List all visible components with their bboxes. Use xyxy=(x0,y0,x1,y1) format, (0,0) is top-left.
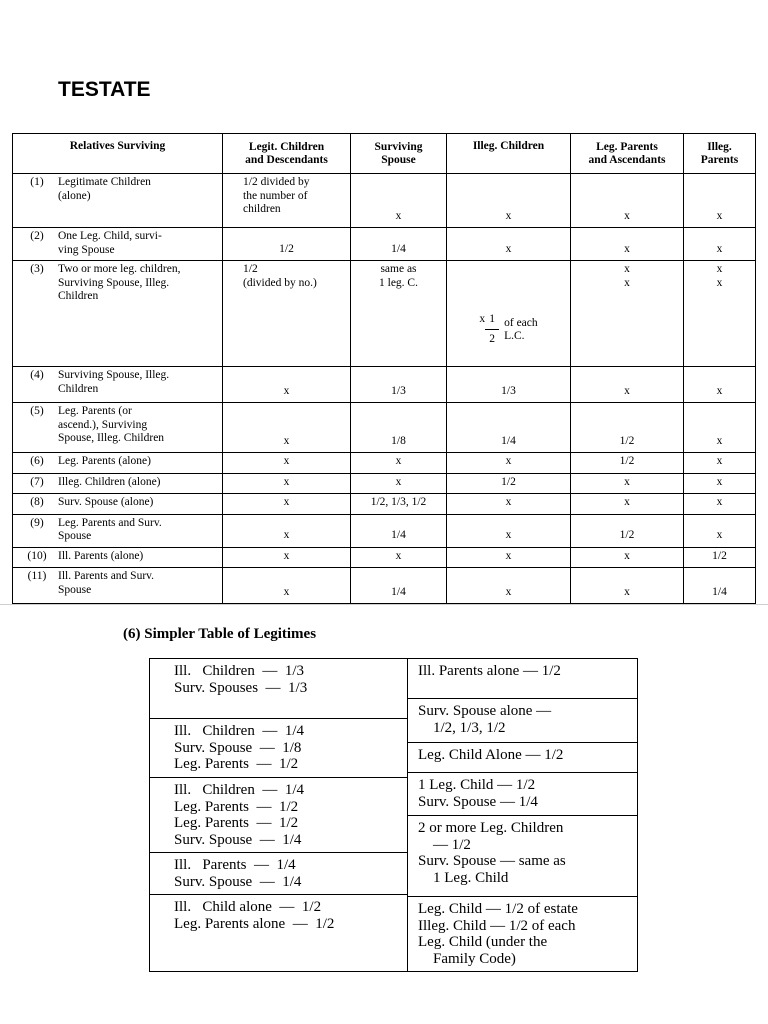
fraction-stack xyxy=(485,313,499,346)
fraction-bar xyxy=(485,329,499,330)
illeg-children-cell xyxy=(447,453,571,474)
relatives-line: (alone) xyxy=(58,189,91,202)
illeg-parents-cell-value: x xyxy=(716,384,723,397)
fraction-label-line: L.C. xyxy=(504,329,525,342)
table-row xyxy=(13,228,756,261)
table-row xyxy=(13,568,756,604)
illeg-parents-cell xyxy=(684,174,756,228)
legit-children-cell-value: 1/2 xyxy=(279,242,294,255)
illeg-parents-cell xyxy=(684,367,756,403)
legit-children-cell-value: x xyxy=(283,529,290,541)
surviving-spouse-cell-value: x xyxy=(395,549,402,562)
relatives-line: Two or more leg. children, xyxy=(58,263,181,275)
surviving-spouse-cell-value: 1/4 xyxy=(391,242,406,255)
leg-parents-cell xyxy=(571,261,684,367)
surviving-spouse-cell xyxy=(351,228,447,261)
illeg-parents-cell-value: x xyxy=(716,434,723,447)
relatives-wrap xyxy=(16,263,219,304)
row-number: (4) xyxy=(30,369,44,381)
header-label: and Descendants xyxy=(245,153,328,166)
leg-parents-cell-value: x xyxy=(624,209,630,222)
illeg-parents-cell xyxy=(684,547,756,568)
header-relatives-surviving xyxy=(13,134,223,174)
legit-children-cell-line: 1/2 xyxy=(243,263,258,275)
relatives-cell xyxy=(13,473,223,494)
relatives-text xyxy=(58,369,219,396)
relatives-text xyxy=(58,496,219,510)
header-label: and Ascendants xyxy=(588,153,666,166)
leg-parents-cell-line: x xyxy=(624,263,630,275)
legit-children-cell xyxy=(223,494,351,515)
leg-parents-cell xyxy=(571,568,684,604)
illeg-children-cell xyxy=(447,514,571,547)
fraction-denominator: 2 xyxy=(489,333,495,345)
surviving-spouse-cell xyxy=(351,174,447,228)
leg-parents-cell xyxy=(571,514,684,547)
relatives-line: Spouse xyxy=(58,530,92,542)
illeg-parents-cell-value: 1/2 xyxy=(712,549,727,562)
surviving-spouse-cell xyxy=(351,473,447,494)
row-number: (2) xyxy=(30,230,44,242)
legit-children-cell-line: (divided by no.) xyxy=(243,276,317,289)
header-label: Relatives Surviving xyxy=(69,140,166,152)
legit-children-cell xyxy=(223,174,351,228)
surviving-spouse-cell-value: 1/4 xyxy=(391,529,406,541)
relatives-line: One Leg. Child, survi- xyxy=(58,230,162,242)
legit-children-cell-value: x xyxy=(283,455,290,467)
surviving-spouse-cell xyxy=(351,514,447,547)
fraction-label-line: of each xyxy=(504,316,538,329)
legit-children-cell-value: x xyxy=(283,549,290,562)
simpler-legitimes-table xyxy=(149,658,638,972)
row-number: (8) xyxy=(30,496,44,508)
header-label: Leg. Parents xyxy=(596,140,658,153)
leg-parents-cell xyxy=(571,547,684,568)
legitime-line: Ill. Parents alone — 1/2 xyxy=(418,663,561,679)
legit-children-cell xyxy=(223,514,351,547)
right-cell xyxy=(408,773,638,816)
row-number: (3) xyxy=(30,263,44,275)
header-surviving-spouse xyxy=(351,134,447,174)
surviving-spouse-cell-value: 1/2, 1/3, 1/2 xyxy=(370,496,427,508)
illeg-parents-cell-value: x xyxy=(716,209,723,222)
legitime-line: Surv. Spouse — 1/8 xyxy=(174,739,302,756)
illeg-children-cell-value: x xyxy=(505,496,512,508)
illeg-parents-cell-value: x xyxy=(716,529,723,541)
table-row xyxy=(13,494,756,515)
surviving-spouse-cell-line: same as xyxy=(380,263,417,275)
illeg-parents-cell xyxy=(684,473,756,494)
legitime-line: Leg. Parents — 1/2 xyxy=(174,815,299,831)
legitimes-table xyxy=(12,133,756,604)
relatives-text xyxy=(58,550,219,564)
legitime-line: Family Code) xyxy=(418,950,516,967)
row-number: (11) xyxy=(27,570,47,582)
header-label: Surviving xyxy=(374,140,423,153)
legitime-line: — 1/2 xyxy=(418,836,471,853)
leg-parents-cell xyxy=(571,473,684,494)
illeg-parents-cell xyxy=(684,228,756,261)
illeg-children-cell xyxy=(447,367,571,403)
header-label: Spouse xyxy=(381,153,416,166)
relatives-cell xyxy=(13,568,223,604)
legit-children-cell-value: x xyxy=(283,384,290,397)
legitime-line: Surv. Spouse — 1/4 xyxy=(174,831,302,848)
illeg-parents-cell xyxy=(684,403,756,453)
table-row xyxy=(13,261,756,367)
leg-parents-cell xyxy=(571,403,684,453)
legit-children-cell xyxy=(223,547,351,568)
relatives-cell xyxy=(13,174,223,228)
relatives-wrap xyxy=(16,476,219,490)
left-cell xyxy=(150,778,408,853)
relatives-line: Children xyxy=(58,382,99,395)
illeg-parents-cell-line: x xyxy=(716,263,723,275)
header-illeg-children xyxy=(447,134,571,174)
relatives-text xyxy=(58,517,219,544)
surviving-spouse-cell xyxy=(351,403,447,453)
surviving-spouse-cell-value: 1/8 xyxy=(391,434,406,447)
legitime-line: 1 Leg. Child — 1/2 xyxy=(418,777,536,793)
illeg-children-cell-value: x xyxy=(505,209,512,222)
illeg-children-cell xyxy=(447,494,571,515)
relatives-line: Leg. Parents (alone) xyxy=(58,455,151,467)
relatives-line: ascend.), Surviving xyxy=(58,418,148,431)
table-row xyxy=(13,473,756,494)
surviving-spouse-cell xyxy=(351,261,447,367)
relatives-wrap xyxy=(16,570,219,597)
table-row xyxy=(13,514,756,547)
leg-parents-cell xyxy=(571,367,684,403)
relatives-wrap xyxy=(16,369,219,396)
surviving-spouse-cell-value: x xyxy=(395,209,402,222)
illeg-parents-cell-value: 1/4 xyxy=(712,585,727,598)
relatives-line: Leg. Parents (or xyxy=(58,405,132,417)
legitime-line: Surv. Spouses — 1/3 xyxy=(174,679,308,696)
leg-parents-cell xyxy=(571,174,684,228)
legit-children-cell xyxy=(223,261,351,367)
relatives-text xyxy=(58,176,219,203)
legit-children-cell-value: x xyxy=(283,434,290,447)
legitime-line: Ill. Child alone — 1/2 xyxy=(174,899,322,915)
relatives-line: Children xyxy=(58,290,99,302)
relatives-cell xyxy=(13,453,223,474)
relatives-text xyxy=(58,476,219,490)
surviving-spouse-cell xyxy=(351,547,447,568)
legitime-line: Surv. Spouse — same as xyxy=(418,853,566,869)
illeg-parents-cell-value: x xyxy=(716,496,723,508)
leg-parents-cell-value: x xyxy=(624,242,630,255)
illeg-children-cell xyxy=(447,568,571,604)
illeg-children-cell xyxy=(447,547,571,568)
section-heading: (6) Simpler Table of Legitimes xyxy=(123,626,317,642)
leg-parents-cell xyxy=(571,494,684,515)
relatives-cell xyxy=(13,403,223,453)
surviving-spouse-cell-value: 1/4 xyxy=(391,585,406,598)
leg-parents-cell xyxy=(571,453,684,474)
legitime-line: Leg. Child Alone — 1/2 xyxy=(418,747,564,763)
illeg-parents-cell-value: x xyxy=(716,455,723,467)
relatives-line: Spouse, Illeg. Children xyxy=(58,432,165,444)
illeg-children-cell-value: x xyxy=(505,585,512,598)
legit-children-cell-line: children xyxy=(243,203,281,215)
row-number: (10) xyxy=(27,549,47,562)
illeg-children-cell-value: 1/4 xyxy=(501,434,516,447)
fraction-one-half xyxy=(485,313,538,346)
illeg-children-cell xyxy=(447,261,571,367)
legitime-line: 1/2, 1/3, 1/2 xyxy=(418,719,506,736)
legit-children-cell xyxy=(223,228,351,261)
header-label: Parents xyxy=(700,153,739,166)
illeg-parents-cell-line: x xyxy=(716,276,723,289)
legit-children-cell xyxy=(223,568,351,604)
table-row xyxy=(13,403,756,453)
relatives-wrap xyxy=(16,550,219,564)
leg-parents-cell-value: 1/2 xyxy=(619,455,635,467)
row-number: (6) xyxy=(30,455,44,467)
right-cell xyxy=(408,659,638,699)
relatives-cell xyxy=(13,228,223,261)
header-label: Legit. Children xyxy=(248,140,325,153)
relatives-text xyxy=(58,263,219,304)
table-header-row xyxy=(13,134,756,174)
illeg-children-cell xyxy=(447,174,571,228)
section-divider xyxy=(0,604,768,605)
leg-parents-cell-value: 1/2 xyxy=(619,529,635,541)
illeg-children-cell-value: x xyxy=(505,455,512,467)
right-cell xyxy=(408,816,638,897)
header-label: Illeg. xyxy=(707,140,732,153)
illeg-parents-cell xyxy=(684,261,756,367)
relatives-line: Surviving Spouse, Illeg. xyxy=(58,276,170,289)
illeg-parents-cell xyxy=(684,568,756,604)
leg-parents-cell-value: 1/2 xyxy=(619,434,635,447)
table-row xyxy=(13,174,756,228)
illeg-children-cell xyxy=(447,228,571,261)
legitime-line: 2 or more Leg. Children xyxy=(418,820,564,836)
relatives-wrap xyxy=(16,230,219,257)
relatives-cell xyxy=(13,547,223,568)
relatives-line: ving Spouse xyxy=(58,243,115,256)
leg-parents-cell-value: x xyxy=(624,496,630,508)
table-row xyxy=(13,367,756,403)
leg-parents-cell-value: x xyxy=(624,384,630,397)
row-number: (1) xyxy=(30,176,44,188)
relatives-line: Surviving Spouse, Illeg. xyxy=(58,369,170,381)
legitime-line: Leg. Parents — 1/2 xyxy=(174,798,299,815)
row-number: (9) xyxy=(30,516,44,529)
legitime-line: Surv. Spouse — 1/4 xyxy=(418,793,538,810)
relatives-line: Surv. Spouse (alone) xyxy=(58,496,154,508)
relatives-wrap xyxy=(16,496,219,510)
surviving-spouse-cell xyxy=(351,367,447,403)
surviving-spouse-cell-value: x xyxy=(395,455,402,467)
illeg-children-cell-value: x xyxy=(505,529,512,541)
legitime-line: Ill. Children — 1/3 xyxy=(174,663,304,679)
table-row xyxy=(13,547,756,568)
illeg-children-cell-value: x xyxy=(505,242,512,255)
illeg-parents-cell xyxy=(684,453,756,474)
legit-children-cell-value: x xyxy=(283,475,290,488)
leg-parents-cell-value: x xyxy=(624,475,630,488)
relatives-text xyxy=(58,405,219,446)
relatives-text xyxy=(58,230,219,257)
illeg-parents-cell xyxy=(684,494,756,515)
relatives-line: Ill. Parents (alone) xyxy=(58,549,144,562)
relatives-text xyxy=(58,570,219,597)
relatives-line: Illeg. Children (alone) xyxy=(58,475,161,488)
legitime-line: Ill. Children — 1/4 xyxy=(174,723,304,739)
row-number: (7) xyxy=(30,475,44,488)
relatives-line: Ill. Parents and Surv. xyxy=(58,570,155,582)
fraction-numerator: 1 xyxy=(489,313,495,325)
legitime-line: Ill. Children — 1/4 xyxy=(174,782,304,798)
legit-children-cell-line: the number of xyxy=(243,189,308,202)
left-cell xyxy=(150,719,408,778)
header-leg-parents xyxy=(571,134,684,174)
surviving-spouse-cell-value: x xyxy=(395,475,402,488)
relatives-cell xyxy=(13,367,223,403)
illeg-children-cell-value: 1/2 xyxy=(501,475,516,488)
surviving-spouse-cell xyxy=(351,568,447,604)
page-title: TESTATE xyxy=(58,78,151,101)
legitime-line: Surv. Spouse alone — xyxy=(418,703,552,719)
surviving-spouse-cell xyxy=(351,494,447,515)
header-illeg-parents xyxy=(684,134,756,174)
header-label: Illeg. Children xyxy=(472,140,545,152)
relatives-wrap xyxy=(16,405,219,446)
illeg-parents-cell xyxy=(684,514,756,547)
legitime-line: Leg. Parents alone — 1/2 xyxy=(174,915,335,932)
legit-children-cell xyxy=(223,453,351,474)
relatives-line: Legitimate Children xyxy=(58,176,151,188)
illeg-children-cell-value: 1/3 xyxy=(501,384,516,397)
right-cell xyxy=(408,699,638,743)
legit-children-cell xyxy=(223,367,351,403)
relatives-line: Leg. Parents and Surv. xyxy=(58,516,162,529)
right-cell xyxy=(408,743,638,773)
relatives-wrap xyxy=(16,517,219,544)
illeg-children-cell-value: x xyxy=(505,549,512,562)
legitime-line: Leg. Parents — 1/2 xyxy=(174,756,299,772)
illeg-children-cell xyxy=(447,473,571,494)
legit-children-cell-value: x xyxy=(283,585,290,598)
legit-children-cell-line: 1/2 divided by xyxy=(243,176,310,188)
leg-parents-cell-value: x xyxy=(624,585,630,598)
right-cell xyxy=(408,897,638,972)
illeg-children-cell-value: x xyxy=(479,313,486,325)
illeg-children-cell xyxy=(447,403,571,453)
legitime-line: Leg. Child (under the xyxy=(418,934,548,950)
legit-children-cell-value: x xyxy=(283,496,290,508)
illeg-parents-cell-value: x xyxy=(716,475,723,488)
legit-children-cell xyxy=(223,473,351,494)
relatives-wrap xyxy=(16,176,219,203)
relatives-cell xyxy=(13,494,223,515)
leg-parents-cell-line: x xyxy=(624,276,630,289)
left-cell xyxy=(150,853,408,895)
row-number: (5) xyxy=(30,405,44,417)
surviving-spouse-cell xyxy=(351,453,447,474)
surviving-spouse-cell-value: 1/3 xyxy=(391,384,406,397)
surviving-spouse-cell-line: 1 leg. C. xyxy=(379,276,418,289)
leg-parents-cell-value: x xyxy=(624,549,630,562)
relatives-text xyxy=(58,455,219,469)
fraction-label xyxy=(504,317,538,343)
legitime-line: Illeg. Child — 1/2 of each xyxy=(418,917,576,934)
relatives-wrap xyxy=(16,455,219,469)
relatives-cell xyxy=(13,261,223,367)
left-cell xyxy=(150,659,408,719)
legitime-line: Ill. Parents — 1/4 xyxy=(174,857,296,873)
left-cell xyxy=(150,895,408,972)
legit-children-cell xyxy=(223,403,351,453)
table-row xyxy=(13,453,756,474)
header-legit-children xyxy=(223,134,351,174)
legitime-line: Leg. Child — 1/2 of estate xyxy=(418,901,578,917)
legitime-line: 1 Leg. Child xyxy=(418,869,509,886)
illeg-parents-cell-value: x xyxy=(716,242,723,255)
leg-parents-cell xyxy=(571,228,684,261)
legitime-line: Surv. Spouse — 1/4 xyxy=(174,873,302,890)
relatives-cell xyxy=(13,514,223,547)
relatives-line: Spouse xyxy=(58,583,92,596)
